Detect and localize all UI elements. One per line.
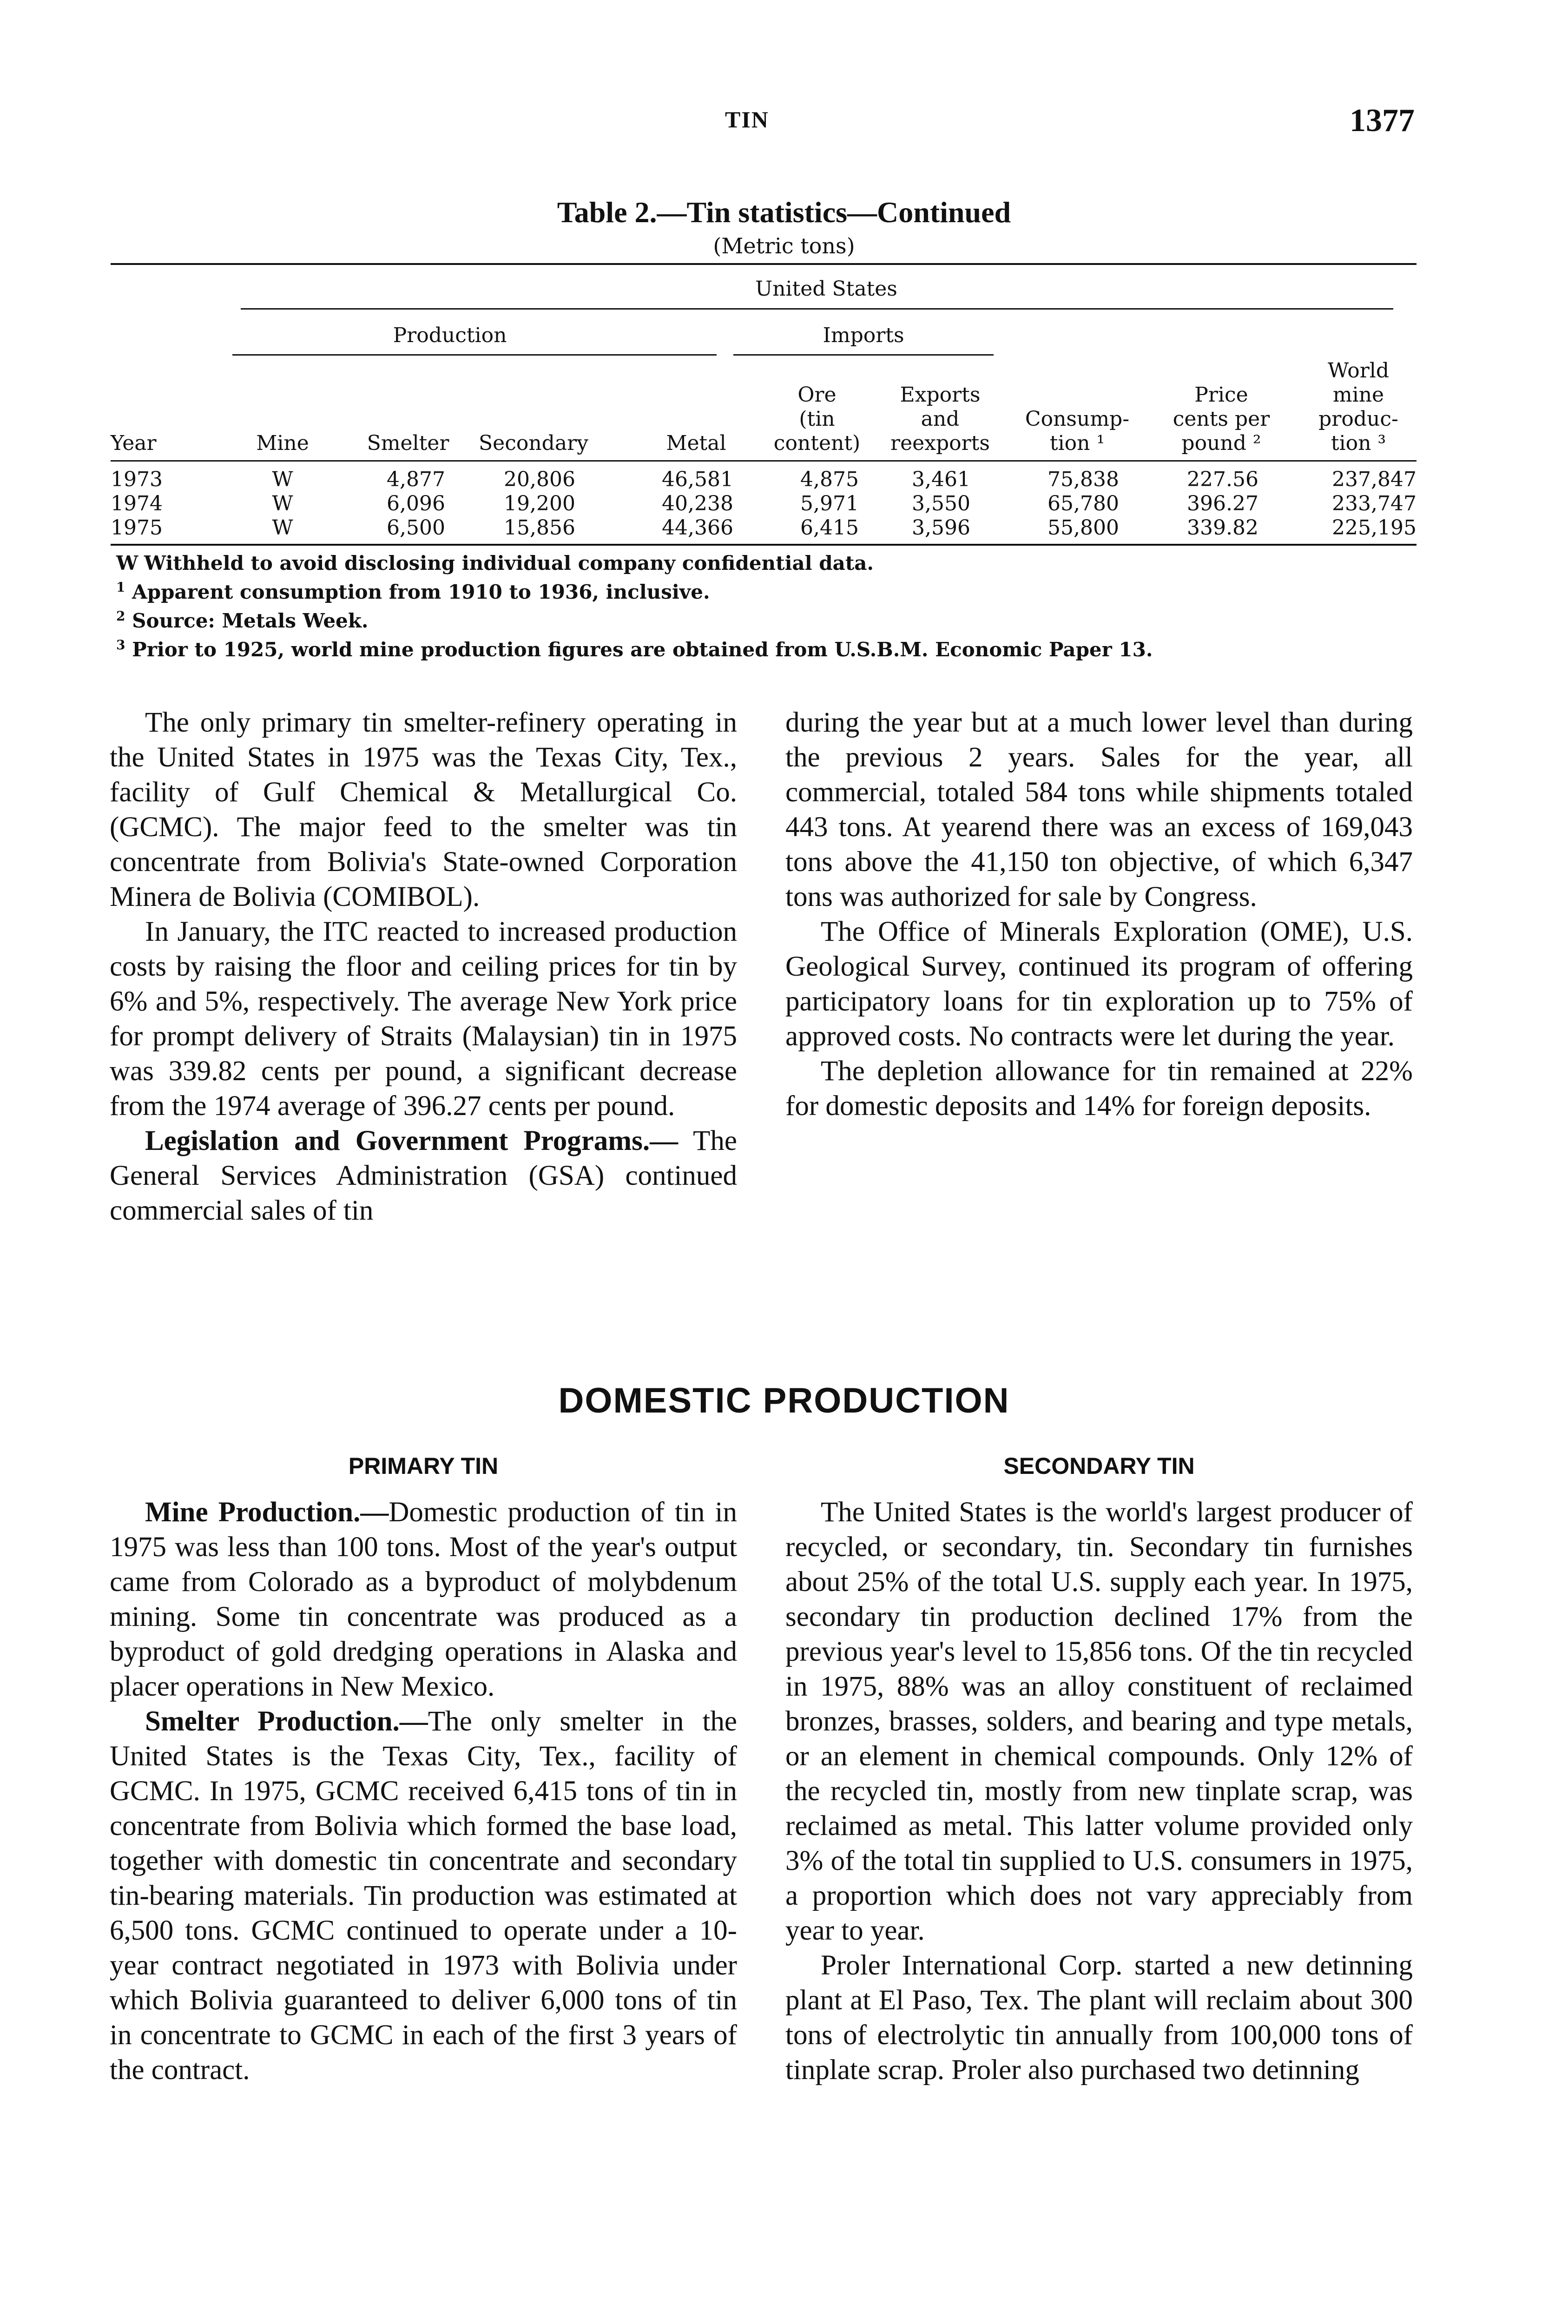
column-header-secondary: Secondary bbox=[479, 431, 588, 455]
column-header-exports: Exports and reexports bbox=[890, 383, 990, 455]
run-in-heading: Legislation and Government Programs.— bbox=[145, 1125, 679, 1156]
paragraph: The Office of Minerals Exploration (OME), U.S. Geological Survey, continued its program of offering participatory loans for tin exploration up to 75% of approved costs. No contracts were let during the year. bbox=[785, 916, 1413, 1052]
cell-world: 237,847 bbox=[1332, 468, 1416, 491]
cell-smelter: 4,877 bbox=[387, 468, 445, 491]
footnote-1 bbox=[116, 575, 1441, 604]
subsection-heading-secondary: SECONDARY TIN bbox=[1003, 1453, 1195, 1479]
paragraph: The only primary tin smelter-refinery operating in the United States in 1975 was the Texas City, Tex., facility of Gulf Chemical & Metallurgical Co. (GCMC). The major feed to the smelter was tin concentrate from Bolivia's State-owned Corporation Minera de Bolivia (COMIBOL). bbox=[110, 707, 737, 912]
united-states-rule bbox=[241, 308, 1393, 310]
footnote-text: Apparent consumption from 1910 to 1936, inclusive. bbox=[132, 581, 710, 603]
run-in-heading: Smelter Production.— bbox=[145, 1706, 428, 1737]
cell-consumption: 55,800 bbox=[1048, 516, 1119, 540]
paragraph: The United States is the world's largest producer of recycled, or secondary, tin. Secondary tin furnishes about 25% of the total U.S. supply each year. In 1975, secondary tin production declined 17% from the previous year's level to 15,856 tons. Of the tin recycled in 1975, 88% was an alloy constituent of reclaimed bronzes, brasses, solders, and bearing and type metals, or an element in chemical compounds. Only 12% of the recycled tin, mostly from new tinplate scrap, was reclaimed as metal. This latter volume provided only 3% of the total tin supplied to U.S. consumers in 1975, a proportion which does not vary appreciably from year to year. bbox=[785, 1497, 1413, 1946]
cell-metal: 44,366 bbox=[662, 516, 733, 540]
cell-mine: W bbox=[272, 468, 293, 491]
cell-mine: W bbox=[272, 492, 293, 515]
column-header-world: World mine produc- tion ³ bbox=[1318, 359, 1398, 455]
subsection-heading-primary: PRIMARY TIN bbox=[348, 1453, 499, 1479]
paragraph bbox=[110, 1123, 737, 1228]
column-header-mine: Mine bbox=[256, 431, 309, 455]
table-row bbox=[111, 468, 1416, 492]
footnote-key: 3 bbox=[116, 637, 125, 653]
table-bottom-rule bbox=[111, 544, 1416, 546]
cell-metal: 46,581 bbox=[662, 468, 733, 491]
cell-consumption: 65,780 bbox=[1048, 492, 1119, 515]
running-head bbox=[0, 103, 1568, 143]
column-header-metal: Metal bbox=[666, 431, 726, 455]
production-rule bbox=[232, 354, 717, 356]
group-header-united-states: United States bbox=[755, 277, 897, 301]
paragraph-text: Domestic production of tin in 1975 was less than 100 tons. Most of the year's output came from Colorado as a byproduct of molybdenum mining. Some tin concentrate was produced as a byproduct of gold dredging operations in Alaska and placer operations in New Mexico. bbox=[110, 1497, 737, 1702]
column-header-consumption: Consump- tion ¹ bbox=[1025, 407, 1130, 455]
cell-smelter: 6,500 bbox=[387, 516, 445, 540]
primary-tin-column bbox=[110, 1495, 737, 2087]
cell-price: 339.82 bbox=[1187, 516, 1258, 540]
page-number: 1377 bbox=[1350, 103, 1415, 139]
cell-ore: 4,875 bbox=[800, 468, 859, 491]
footnote-text: Prior to 1925, world mine production figures are obtained from U.S.B.M. Economic Paper 13. bbox=[132, 638, 1153, 661]
cell-secondary: 15,856 bbox=[504, 516, 575, 540]
footnote-3 bbox=[116, 633, 1441, 662]
column-header-smelter: Smelter bbox=[367, 431, 449, 455]
paragraph bbox=[110, 1704, 737, 2087]
intro-right-column bbox=[785, 705, 1413, 1123]
cell-exports: 3,550 bbox=[912, 492, 970, 515]
cell-secondary: 19,200 bbox=[504, 492, 575, 515]
cell-consumption: 75,838 bbox=[1048, 468, 1119, 491]
footnote-text: Source: Metals Week. bbox=[132, 609, 369, 632]
paragraph-text: The General Services Administration (GSA) continued commercial sales of tin bbox=[110, 1125, 737, 1226]
paragraph: In January, the ITC reacted to increased production costs by raising the floor and ceiling prices for tin by 6% and 5%, respectively. The average New York price for prompt delivery of Straits (Malaysian) tin in 1975 was 339.82 cents per pound, a significant decrease from the 1974 average of 396.27 cents per pound. bbox=[110, 916, 737, 1122]
footnote-key: W bbox=[116, 552, 138, 574]
table-top-rule bbox=[111, 263, 1416, 265]
footnote-key: 2 bbox=[116, 608, 125, 624]
paragraph: Proler International Corp. started a new detinning plant at El Paso, Tex. The plant will reclaim about 300 tons of electrolytic tin annually from 100,000 tons of tinplate scrap. Proler also purchased two detinning bbox=[785, 1950, 1413, 2086]
footnote-2 bbox=[116, 604, 1441, 633]
imports-rule bbox=[733, 354, 994, 356]
cell-world: 225,195 bbox=[1332, 516, 1416, 540]
paragraph: during the year but at a much lower level than during the previous 2 years. Sales for the year, all commercial, totaled 584 tons while shipments totaled 443 tons. At yearend there was an excess of 169,043 tons above the 41,150 ton objective, of which 6,347 tons was authorized for sale by Congress. bbox=[785, 707, 1413, 912]
paragraph-text: The only smelter in the United States is the Texas City, Tex., facility of GCMC. In 1975, GCMC received 6,415 tons of tin in concentrate from Bolivia which formed the base load, together with domestic tin concentrate and secondary tin-bearing materials. Tin production was estimated at 6,500 tons. GCMC continued to operate under a 10-year contract negotiated in 1973 with Bolivia under which Bolivia guaranteed to deliver 6,000 tons of tin in concentrate to GCMC in each of the first 3 years of the contract. bbox=[110, 1706, 737, 2086]
table-row bbox=[111, 516, 1416, 540]
section-heading: DOMESTIC PRODUCTION bbox=[558, 1381, 1010, 1420]
paragraph: The depletion allowance for tin remained at 22% for domestic deposits and 14% for foreign deposits. bbox=[785, 1056, 1413, 1122]
cell-price: 396.27 bbox=[1187, 492, 1258, 515]
table-unit: (Metric tons) bbox=[713, 233, 855, 258]
header-rule bbox=[111, 460, 1416, 462]
group-header-production: Production bbox=[393, 324, 507, 347]
secondary-tin-column bbox=[785, 1495, 1413, 2087]
cell-exports: 3,461 bbox=[912, 468, 970, 491]
paragraph bbox=[110, 1495, 737, 1704]
table-row bbox=[111, 492, 1416, 516]
intro-left-column bbox=[110, 705, 737, 1228]
footnote-w bbox=[116, 551, 1441, 575]
cell-year: 1975 bbox=[111, 516, 163, 540]
table-title: Table 2.—Tin statistics—Continued bbox=[557, 196, 1011, 229]
running-title: TIN bbox=[725, 106, 769, 132]
column-header-year: Year bbox=[111, 431, 157, 455]
column-header-ore: Ore (tin content) bbox=[773, 383, 861, 455]
column-header-price: Price cents per pound ² bbox=[1173, 383, 1270, 455]
cell-mine: W bbox=[272, 516, 293, 540]
cell-exports: 3,596 bbox=[912, 516, 970, 540]
run-in-heading: Mine Production.— bbox=[145, 1497, 389, 1528]
footnote-text: Withheld to avoid disclosing individual company confidential data. bbox=[144, 552, 874, 574]
cell-year: 1974 bbox=[111, 492, 163, 515]
table-footnotes bbox=[116, 551, 1441, 662]
cell-world: 233,747 bbox=[1332, 492, 1416, 515]
cell-year: 1973 bbox=[111, 468, 163, 491]
cell-smelter: 6,096 bbox=[387, 492, 445, 515]
cell-secondary: 20,806 bbox=[504, 468, 575, 491]
cell-ore: 6,415 bbox=[800, 516, 859, 540]
group-header-imports: Imports bbox=[823, 324, 904, 347]
cell-metal: 40,238 bbox=[662, 492, 733, 515]
cell-ore: 5,971 bbox=[800, 492, 859, 515]
cell-price: 227.56 bbox=[1187, 468, 1258, 491]
footnote-key: 1 bbox=[116, 580, 125, 595]
